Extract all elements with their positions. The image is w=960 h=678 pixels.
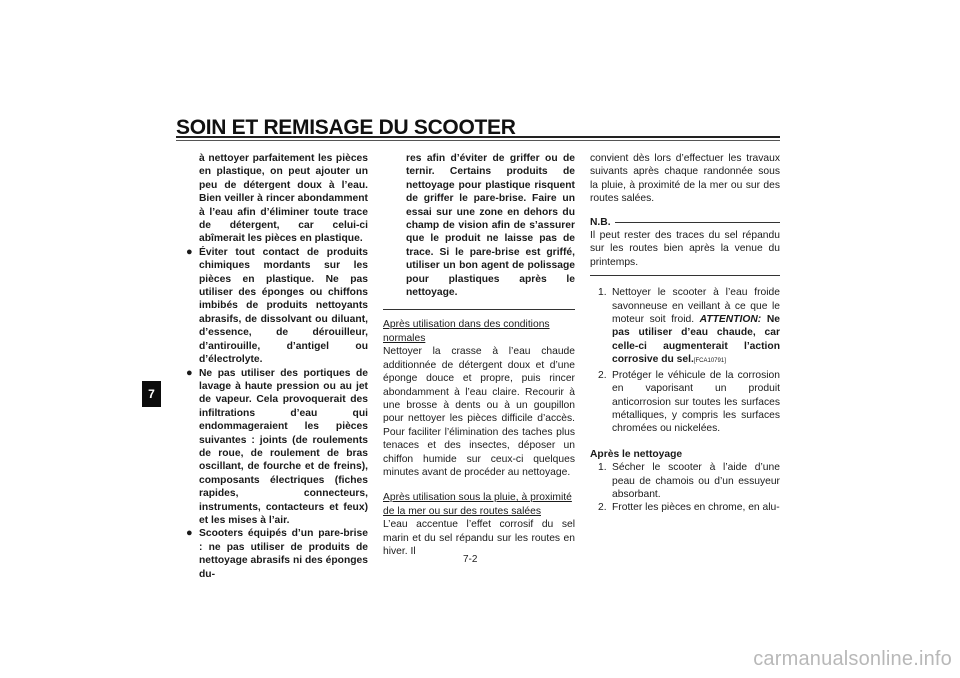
- step-number: 1.: [598, 287, 607, 299]
- step-number: 2.: [598, 369, 607, 381]
- section-body-normal: Nettoyer la crasse à l’eau chaude additionnée de détergent doux et d’une éponge douce et propre, puis rincer abondamment à l’eau claire. Recourir à une brosse à dents ou à un goupillon pour nettoyer les pièces difficile d’accès. Pour faciliter l’élimination des taches plus tenaces et des insectes, déposer un chiffon humide sur ceux-ci quelques minutes avant de procéder au nettoyage.: [383, 346, 575, 478]
- page-number: 7-2: [463, 554, 478, 565]
- after-cleaning-title: Après le nettoyage: [590, 448, 683, 460]
- reference-code: [FCA10791]: [693, 358, 726, 365]
- nb-label: N.B.: [590, 216, 611, 228]
- watermark: carmanualsonline.info: [753, 648, 952, 670]
- caution-end-rule: [383, 309, 575, 310]
- column-2: [383, 152, 575, 558]
- step-text: Sécher le scooter à l’aide d’une peau de chamois ou d’un essuyeur absorbant.: [612, 462, 780, 500]
- step-text: [612, 286, 780, 368]
- section-title-salt: Après utilisation sous la pluie, à proximité de la mer ou sur des routes salées: [383, 492, 572, 517]
- bullet-item: [186, 246, 368, 367]
- bullet-icon: ●: [186, 527, 193, 540]
- step-item: [590, 286, 780, 368]
- bullet-item: [186, 367, 368, 528]
- step-item: [590, 461, 780, 501]
- salt-intro: convient dès lors d’effectuer les travaux suivants après chaque randonnée sous la pluie, à proximité de la mer ou sur des routes salées.: [590, 153, 780, 205]
- caution-continuation: à nettoyer parfaitement les pièces en plastique, on peut ajouter un peu de détergent doux à l’eau. Bien veiller à rincer abondamment à l’eau afin d’éliminer toute trace de détergent, car celui-ci abîmerait les pièces en plastique.: [199, 153, 368, 245]
- section-body-salt: L’eau accentue l’effet corrosif du sel marin et du sel répandu sur les routes en hiver. Il: [383, 519, 575, 557]
- step-number: 2.: [598, 502, 607, 514]
- header-rule-thin: [176, 140, 780, 141]
- bullet-item: [186, 527, 368, 581]
- bullet-text: Scooters équipés d’un pare-brise : ne pas utiliser de produits de nettoyage abrasifs ni des éponges du-: [199, 528, 368, 580]
- step-text: Frotter les pièces en chrome, en alu-: [612, 502, 780, 514]
- attention-label: ATTENTION:: [699, 314, 762, 326]
- chapter-tab: 7: [142, 381, 161, 407]
- nb-end-rule: [590, 275, 780, 276]
- step-item: [590, 369, 780, 436]
- step-item: [590, 501, 780, 514]
- attention-text: Ne pas utiliser d’eau chaude, car celle-ci augmenterait l’action corrosive du sel.: [612, 314, 780, 366]
- step-text-main: Nettoyer le scooter à l’eau froide savonneuse en veillant à ce que le moteur soit froid.: [612, 287, 780, 326]
- bullet-text: Éviter tout contact de produits chimiques mordants sur les pièces en plastique. Ne pas utiliser des éponges ou chiffons imbibés de produits nettoyants abrasifs, de dissolvant ou diluant, d’essence, de dérouilleur, d’antirouille, d’antigel ou d’électrolyte.: [199, 246, 368, 366]
- header-rule: [176, 136, 780, 138]
- bullet-text: Ne pas utiliser des portiques de lavage à haute pression ou au jet de vapeur. Cela provoquerait des infiltrations d’eau qui endommageraient les pièces suivantes : joints (de roulements de roue, de roulement de bras oscillant, de fourche et de freins), composants électriques (fiches rapides, connecteurs, instruments, contacteurs et feux) et les mises à l’air.: [199, 367, 368, 526]
- bullet-icon: ●: [186, 366, 193, 379]
- nb-heading: [590, 216, 780, 229]
- column-1: [186, 152, 368, 581]
- nb-rule: [615, 222, 780, 223]
- section-title-normal: Après utilisation dans des conditions normales: [383, 319, 550, 344]
- page-title: SOIN ET REMISAGE DU SCOOTER: [176, 116, 516, 139]
- nb-text: Il peut rester des traces du sel répandu sur les routes bien après la venue du printemps.: [590, 230, 780, 268]
- bullet-icon: ●: [186, 245, 193, 258]
- step-number: 1.: [598, 462, 607, 474]
- column-3: [590, 152, 780, 515]
- step-text: Protéger le véhicule de la corrosion en vaporisant un produit anticorrosion sur toutes les surfaces métalliques, y compris les surfaces chromées ou nickelées.: [612, 369, 780, 435]
- caution-continuation: res afin d’éviter de griffer ou de ternir. Certains produits de nettoyage pour plastique risquent de griffer le pare-brise. Faire un essai sur une zone en dehors du champ de vision afin de s’assurer que le produit ne laisse pas de trace. Si le pare-brise est griffé, utiliser un bon agent de polissage pour plastiques après le nettoyage.: [406, 153, 575, 299]
